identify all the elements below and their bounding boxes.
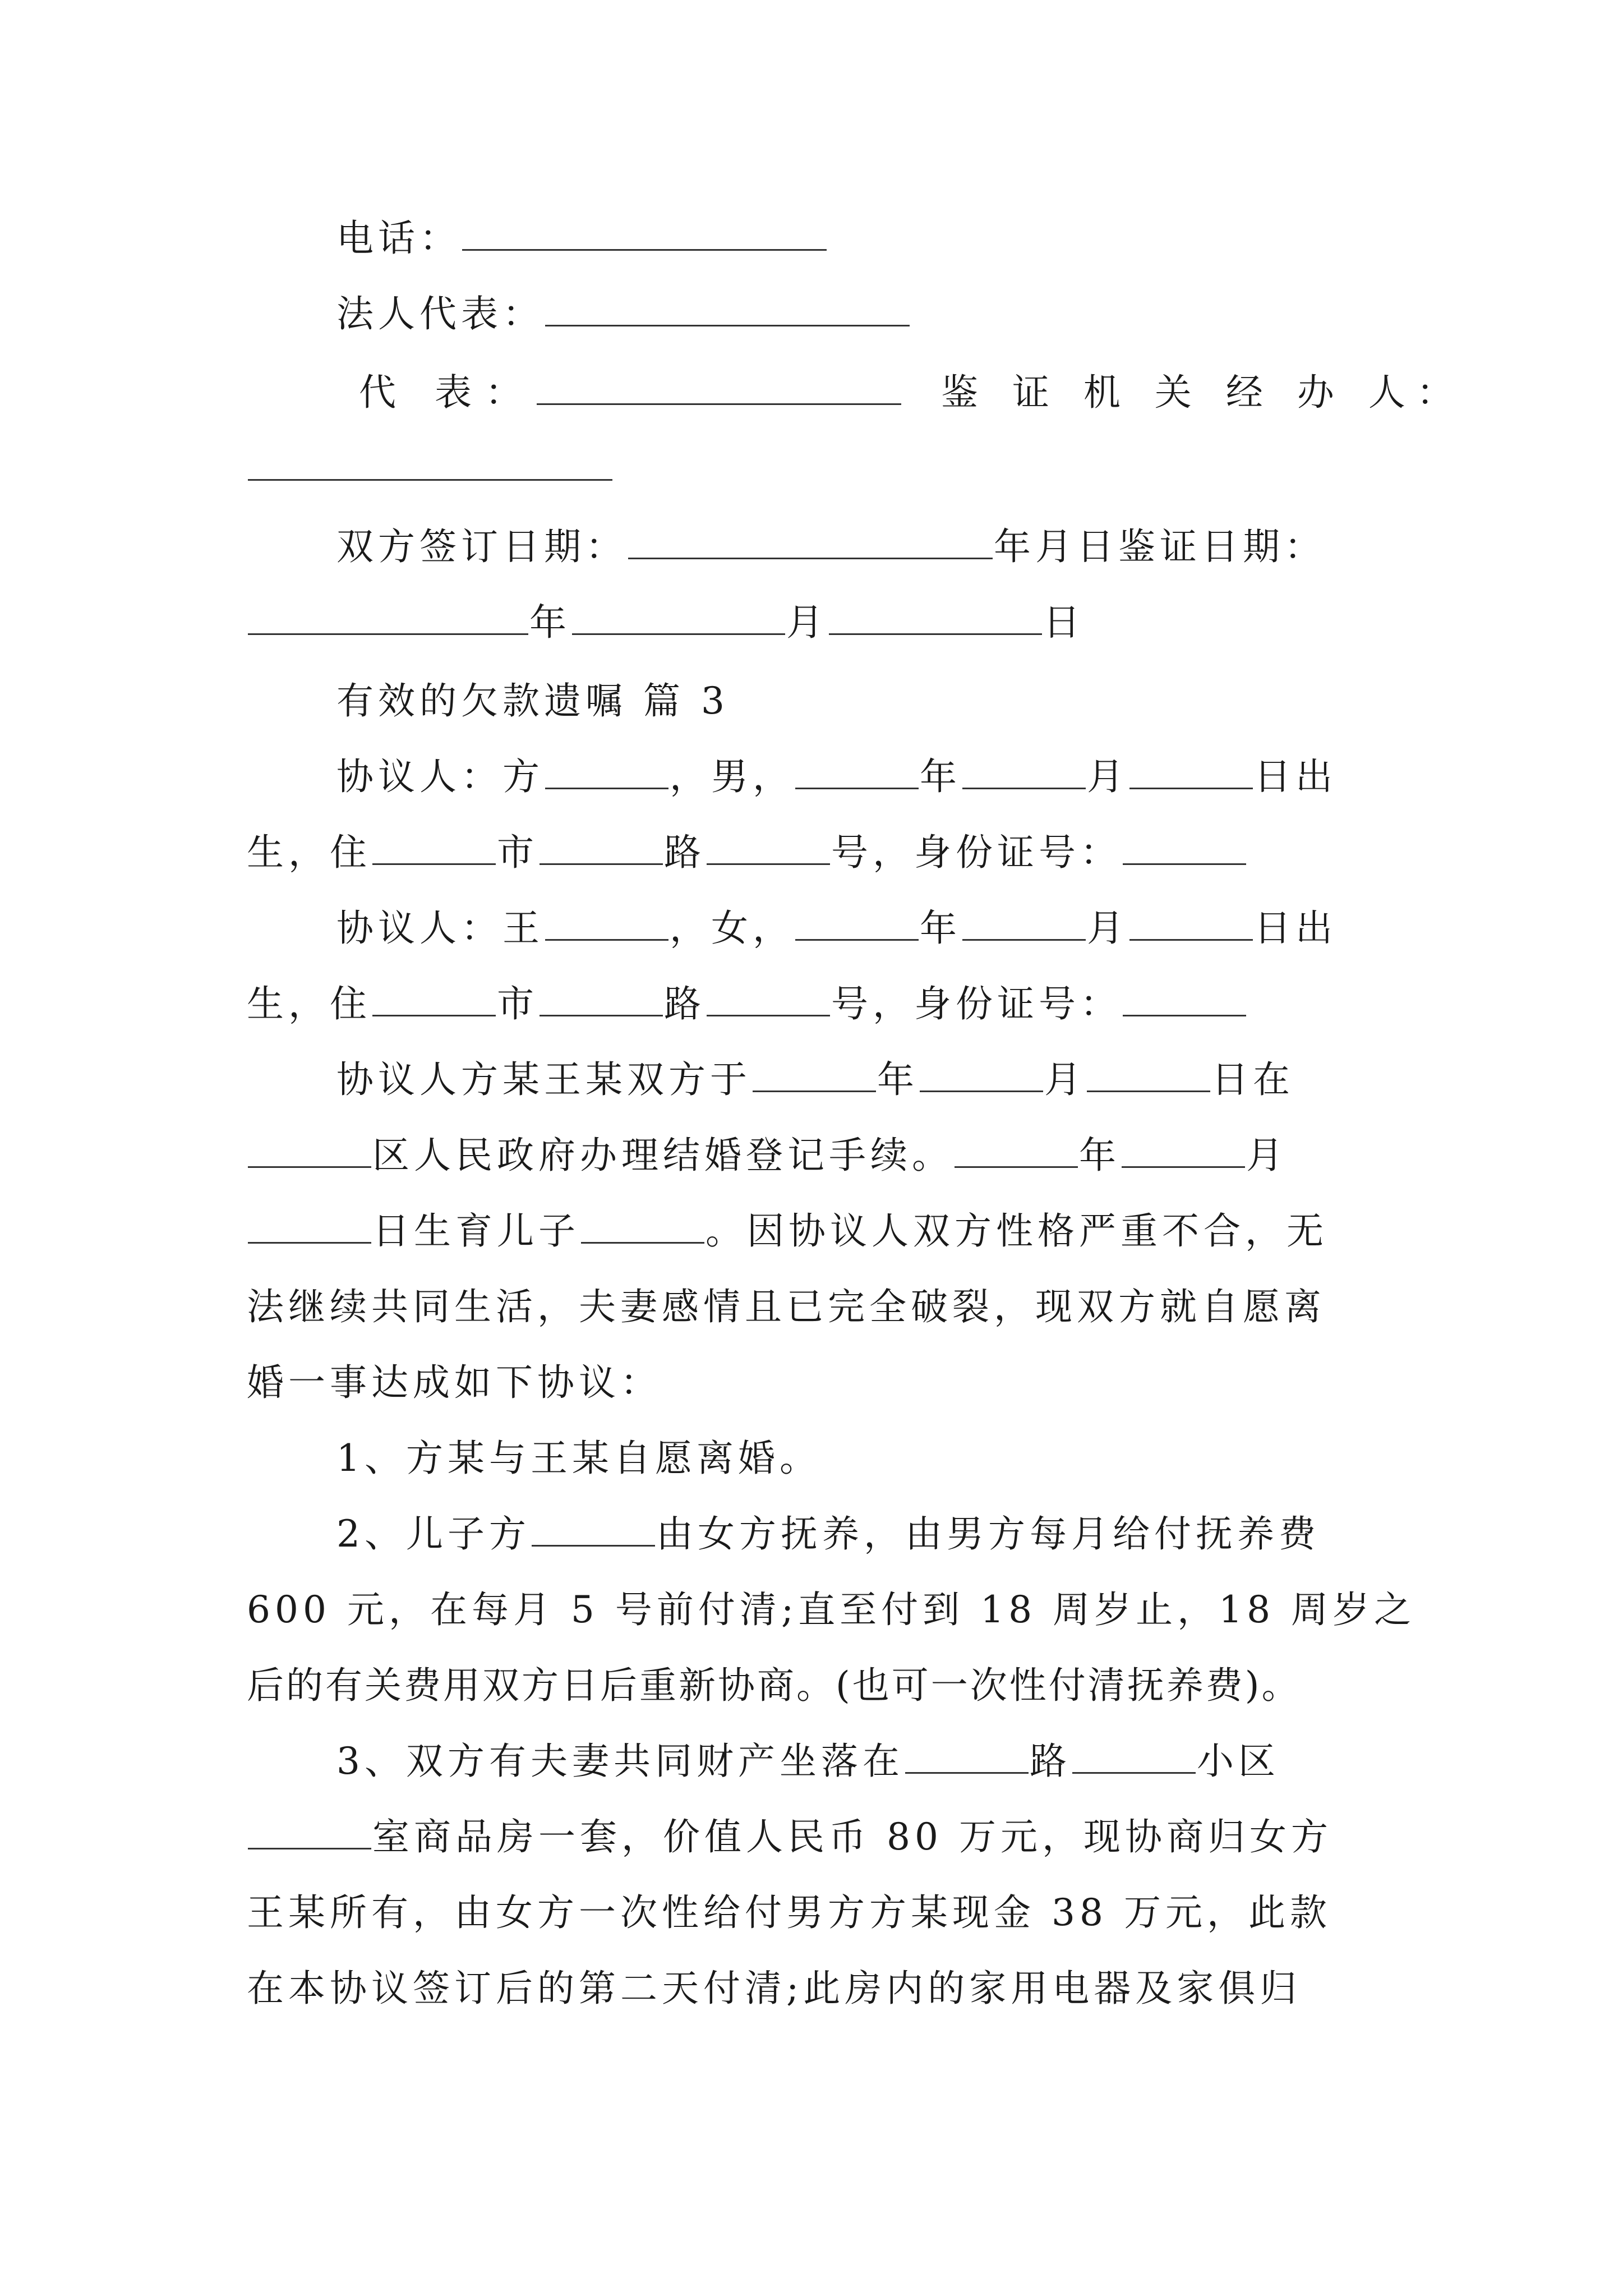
- month-label: 月: [786, 601, 828, 644]
- blank: [248, 445, 612, 481]
- blank: [628, 524, 993, 559]
- blank: [1072, 1738, 1196, 1774]
- marriage-line1: [336, 1055, 1294, 1105]
- blank: [795, 754, 919, 789]
- text: 日在: [1211, 1058, 1294, 1101]
- blank: [581, 1208, 704, 1244]
- party1-line1: [336, 752, 1337, 802]
- blank: [1123, 981, 1246, 1016]
- text: 年: [920, 755, 961, 798]
- sign-date-label: 双方签订日期：: [336, 525, 627, 568]
- party2-line1: [336, 903, 1337, 954]
- blank: [545, 905, 668, 941]
- text: 月: [1087, 755, 1128, 798]
- blank: [1122, 1133, 1245, 1168]
- blank: [920, 1057, 1043, 1092]
- blank: [462, 215, 827, 251]
- blank: [545, 754, 668, 789]
- text: 日生育儿子: [372, 1209, 580, 1253]
- blank: [248, 600, 528, 635]
- text: 小区: [1197, 1740, 1280, 1783]
- clause2-line3: 后的有关费用双方日后重新协商。(也可一次性付清抚养费)。: [247, 1664, 1301, 1707]
- clause3-line2: [247, 1812, 1332, 1862]
- blank: [248, 1133, 371, 1168]
- clause2-line1: [336, 1509, 1320, 1559]
- text: 年: [1079, 1134, 1121, 1177]
- blank: [372, 830, 496, 865]
- text: 年: [877, 1058, 919, 1101]
- blank: [753, 1057, 876, 1092]
- blank: [707, 830, 830, 865]
- phone-line: [336, 213, 828, 264]
- text: 区人民政府办理结婚登记手续。: [372, 1134, 953, 1177]
- blank: [905, 1738, 1029, 1774]
- text: 2、儿子方: [336, 1512, 531, 1556]
- text: 路: [664, 982, 706, 1025]
- blank: [540, 830, 663, 865]
- marriage-line2: [247, 1130, 1288, 1181]
- text: 协议人方某王某双方于: [336, 1058, 751, 1101]
- text: 由女方抚养，由男方每月给付抚养费: [656, 1512, 1320, 1556]
- text: 月: [1246, 1134, 1288, 1177]
- blank: [372, 981, 496, 1016]
- phone-label: 电话：: [336, 217, 461, 260]
- text: 日出: [1254, 755, 1337, 798]
- blank: [1129, 754, 1253, 789]
- marriage-line4: 法继续共同生活，夫妻感情且已完全破裂，现双方就自愿离: [247, 1285, 1326, 1328]
- blank: [532, 1511, 655, 1547]
- clause2-line2: 600 元，在每月 5 号前付清;直至付到 18 周岁止，18 周岁之: [247, 1588, 1416, 1631]
- text: 号，身份证号：: [831, 831, 1122, 874]
- text: 生，住: [247, 831, 371, 874]
- text: 月: [1044, 1058, 1086, 1101]
- blank: [540, 981, 663, 1016]
- blank: [537, 370, 901, 405]
- sign-date-line: [336, 522, 1326, 572]
- legal-rep-label: 法人代表：: [336, 292, 544, 335]
- text: 生，住: [247, 982, 371, 1025]
- party1-line2: [247, 827, 1247, 878]
- blank: [1123, 830, 1246, 865]
- section-title: 有效的欠款遗嘱 篇 3: [336, 679, 729, 723]
- blank: [962, 754, 1086, 789]
- marriage-line3: [247, 1206, 1328, 1257]
- clause3-line1: [336, 1736, 1280, 1787]
- text: 3、双方有夫妻共同财产坐落在: [336, 1740, 904, 1783]
- blank: [248, 1814, 371, 1849]
- notary-label: 鉴 证 机 关 经 办 人：: [940, 371, 1465, 414]
- text: 年: [920, 907, 961, 950]
- date-line: [247, 597, 1085, 648]
- text: ，男，: [670, 755, 794, 798]
- clause3-line4: 在本协议签订后的第二天付清;此房内的家用电器及家俱归: [247, 1967, 1302, 2010]
- text: 日出: [1254, 907, 1337, 950]
- legal-rep-line: [336, 289, 911, 339]
- marriage-line5: 婚一事达成如下协议：: [247, 1361, 662, 1404]
- blank: [248, 1208, 371, 1244]
- blank: [707, 981, 830, 1016]
- year-label: 年: [529, 601, 571, 644]
- text: 市: [497, 831, 538, 874]
- blank: [1129, 905, 1253, 941]
- text: 市: [497, 982, 538, 1025]
- blank: [962, 905, 1086, 941]
- blank: [545, 291, 910, 326]
- rep-line: [359, 367, 1465, 418]
- text: 路: [1030, 1740, 1071, 1783]
- clause3-line3: 王某所有，由女方一次性给付男方方某现金 38 万元，此款: [247, 1891, 1331, 1934]
- blank: [955, 1133, 1078, 1168]
- text: 号，身份证号：: [831, 982, 1122, 1025]
- notary-blank-line: [247, 443, 614, 494]
- text: 月: [1087, 907, 1128, 950]
- blank: [572, 600, 785, 635]
- blank: [829, 600, 1042, 635]
- blank: [1087, 1057, 1210, 1092]
- rep-label: 代 表：: [359, 371, 536, 414]
- text: 路: [664, 831, 706, 874]
- day-label: 日: [1043, 601, 1085, 644]
- notary-date-label: 年月日鉴证日期：: [994, 525, 1326, 568]
- text: ，女，: [670, 907, 794, 950]
- party2-line2: [247, 979, 1247, 1029]
- text: 协议人：王: [336, 907, 544, 950]
- text: 室商品房一套，价值人民币 80 万元，现协商归女方: [372, 1815, 1332, 1858]
- clause1: 1、方某与王某自愿离婚。: [336, 1437, 821, 1480]
- text: 协议人：方: [336, 755, 544, 798]
- blank: [795, 905, 919, 941]
- text: 。因协议人双方性格严重不合，无: [706, 1209, 1328, 1253]
